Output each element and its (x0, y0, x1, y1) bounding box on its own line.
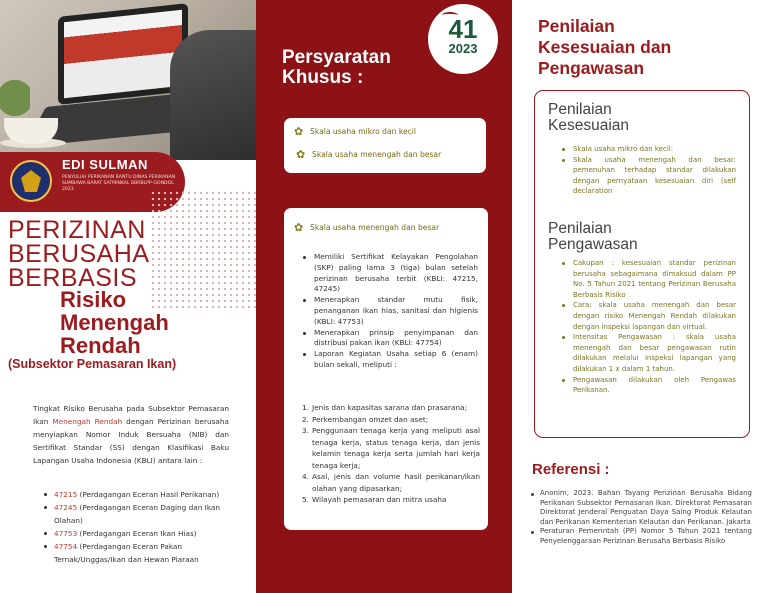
author-name: EDI SULMAN (62, 157, 148, 172)
logo-year: 2023 (448, 41, 478, 56)
pengawasan-heading: Penilaian Pengawasan (548, 220, 638, 253)
kbli-list (42, 488, 242, 566)
scale-item-medium: ✿ Skala usaha menengah dan besar (296, 148, 442, 161)
panel-left (0, 0, 256, 593)
intro-paragraph: Tingkat Risiko Berusaha pada Subsektor Pemasaran Ikan Menengah Rendah dengan Perizinan berusaha menyiapkan Nomor Induk Bersuaha (NIB) dan Sertifikat Standar (SS) dengan Klasifikasi Baku Lapangan Usaha Indonesia (KBLI) antara lain : (33, 404, 229, 465)
list-item: 4. Asal, jenis dan volume hasil perikanan/ikan olahan yang dipasarkan; (302, 472, 480, 493)
list-item: Pengawasan dilakukan oleh Pengawas Perikanan. (560, 375, 736, 396)
report-items-list (304, 402, 480, 506)
list-item: 3. Penggunaan tenaga kerja yang meliputi asal tenaga kerja, status tenaga kerja, dan jenis kelamin tenaga kerja serta jumlah hari kerja tenaga kerja; (302, 426, 480, 470)
references-list (530, 489, 752, 547)
list-item: Anonim, 2023. Bahan Tayang Perizinan Berusaha Bidang Perikanan Subsektor Pemasaran Ikan. Direktorat Pemasaran Direktorat Jenderal Penguatan Daya Saing Produk Kelautan dan Perikanan Kementerian Kelautan dan Perikanan. Jakarta (530, 489, 752, 527)
list-item: 47753 (Perdagangan Eceran Ikan Hias) (42, 527, 242, 540)
list-item: Skala usaha mikro dan kecil: (560, 144, 736, 155)
list-item: 47245 (Perdagangan Eceran Daging dan Ikan Olahan) (42, 501, 242, 527)
gear-icon: ✿ (294, 221, 304, 234)
gear-icon: ✿ (296, 148, 306, 161)
list-item: 47215 (Perdagangan Eceran Hasil Perikanan) (42, 488, 242, 501)
author-affiliation: PENYULUH PERIKANAN BANTU DINAS PERIKANAN SUMBAWA BARAT SATMINKAL BBRBLPP-GONDOL 2023 (62, 175, 176, 192)
list-item: Memiliki Sertifikat Kelayakan Pengolahan (SKP) paling lama 3 (tiga) bulan setelah perizinan berusaha terbit (KBLI: 47215, 47245) (302, 252, 478, 295)
list-item: Menerapkan standar mutu fisik, penanganan ikan hias, sanitasi dan higienis (KBLI: 47753) (302, 295, 478, 327)
cover-photo (0, 0, 256, 160)
laptop-image (58, 3, 188, 105)
gear-icon: ✿ (294, 125, 304, 138)
assessment-title: Penilaian Kesesuaian dan Pengawasan (538, 16, 672, 78)
list-item: Skala usaha menengah dan besar: pemenuhan terhadap standar dilakukan dengan pernyataan kesesuaian diri (self declaration (560, 155, 736, 197)
person-arm-image (170, 30, 256, 160)
panel-right (512, 0, 768, 593)
list-item: Laporan Kegiatan Usaha setiap 6 (enam) bulan sekali, meliputi : (302, 349, 478, 371)
garuda-emblem-icon (10, 160, 52, 202)
requirements-card-heading: ✿ Skala usaha menengah dan besar (294, 221, 440, 234)
requirements-title: Persyaratan Khusus : (282, 47, 391, 88)
scale-item-micro: ✿ Skala usaha mikro dan kecil (294, 125, 417, 138)
references-title: Referensi : (532, 461, 610, 478)
requirements-list (302, 252, 478, 371)
logo-swoosh-icon (442, 12, 458, 18)
list-item: Cakupan : kesesuaian standar perizinan berusaha sebagaimana dimaksud dalam PP No. 5 Tahun 2021 tentang Perizinan Berusaha Berbasis Risiko (560, 258, 736, 300)
main-title-bold: Risiko Menengah Rendah (60, 287, 169, 358)
list-item: 2. Perkembangan omzet dan aset; (302, 414, 429, 424)
logo-number: 41 (448, 14, 478, 44)
pengawasan-list (560, 258, 736, 396)
list-item: Peraturan Pemerintah (PP) Nomor 5 Tahun 2021 tentang Penyelenggaraan Perizinan Berusaha Berbasis Risiko (530, 527, 752, 546)
kesesuaian-heading: Penilaian Kesesuaian (548, 101, 630, 134)
list-item: Cara: skala usaha menengah dan besar dengan risiko Menengah Rendah dilakukan dengan inspeksi lapangan dan virtual. (560, 300, 736, 332)
anniversary-logo (428, 4, 498, 74)
list-item: Menerapkan prinsip penyimpanan dan distribusi pakan ikan (KBLI: 47754) (302, 328, 478, 350)
list-item: 1. Jenis dan kapasitas sarana dan prasarana; (302, 403, 468, 412)
subtitle: (Subsektor Pemasaran Ikan) (8, 357, 177, 371)
kesesuaian-list (560, 144, 736, 197)
panel-middle (256, 0, 512, 593)
main-title: PERIZINAN BERUSAHA BERBASIS (8, 216, 150, 292)
list-item: 47754 (Perdagangan Eceran Pakan Ternak/Unggas/Ikan dan Hewan Piaraan (42, 540, 242, 566)
list-item: Intensitas Pengawasan : skala usaha menengah dan besar pengawasan rutin dilakukan melalui inspeksi lapangan yang dilakukan 1 x dalam 1 tahun. (560, 332, 736, 374)
list-item: 5. Wilayah pemasaran dan mitra usaha (302, 495, 447, 504)
